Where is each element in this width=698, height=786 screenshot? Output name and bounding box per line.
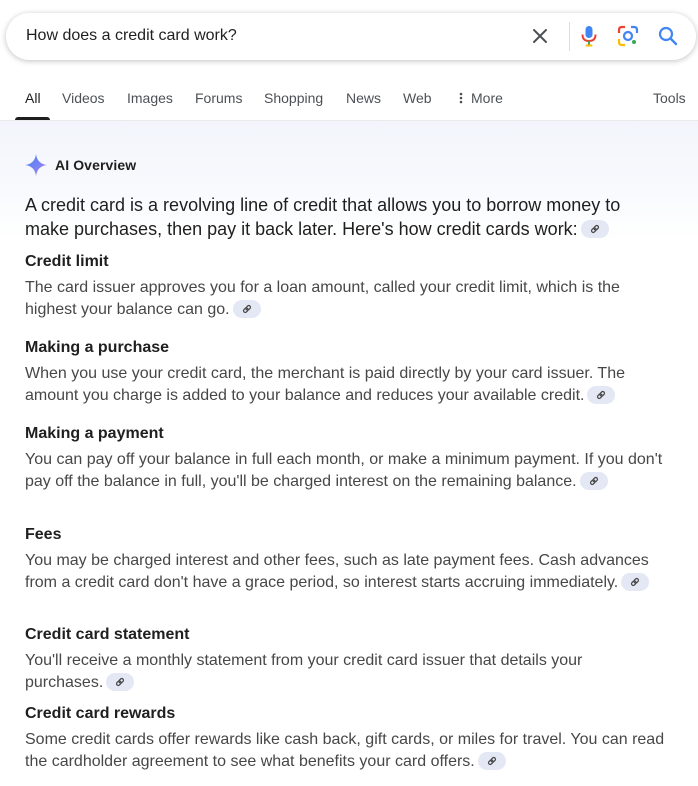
section-body (25, 363, 665, 407)
tab-news[interactable]: News (346, 90, 382, 106)
microphone-icon[interactable] (577, 24, 601, 48)
search-input[interactable]: How does a credit card work? (26, 27, 237, 44)
link-icon (630, 577, 640, 587)
source-link-chip[interactable] (581, 220, 609, 238)
section-title: Making a payment (25, 425, 164, 442)
tab-videos[interactable]: Videos (62, 90, 105, 106)
search-tabs (0, 80, 698, 121)
section-title: Credit limit (25, 253, 109, 270)
ai-overview (0, 121, 698, 786)
link-icon (596, 390, 606, 400)
source-link-chip[interactable] (580, 472, 608, 490)
source-link-chip[interactable] (106, 673, 134, 691)
section-body-text: Some credit cards offer rewards like cash back, gift cards, or miles for travel. You can read the cardholder agreement to see what benefits your card offers. (25, 731, 665, 770)
section-body-text: You can pay off your balance in full each month, or make a minimum payment. If you don't pay off the balance in full, you'll be charged interest on the remaining balance. (25, 451, 663, 490)
link-icon (590, 224, 600, 234)
link-icon (242, 304, 252, 314)
section-body (25, 277, 665, 321)
section-title: Fees (25, 526, 62, 543)
ai-overview-title: AI Overview (55, 157, 137, 173)
section-body-text: You'll receive a monthly statement from your credit card issuer that details your purchases. (25, 652, 583, 691)
link-icon (487, 756, 497, 766)
active-tab-indicator (15, 117, 50, 120)
link-icon (115, 677, 125, 687)
ai-overview-intro (25, 193, 665, 241)
source-link-chip[interactable] (478, 752, 506, 770)
ai-overview-header (25, 154, 136, 176)
section-body-text: The card issuer approves you for a loan amount, called your credit limit, which is the highest your balance can go. (25, 279, 620, 318)
tab-web[interactable]: Web (403, 90, 432, 106)
section-body (25, 729, 665, 773)
close-icon[interactable] (528, 24, 552, 48)
tools-button[interactable]: Tools (653, 90, 686, 106)
vertical-dots-icon (459, 92, 463, 104)
source-link-chip[interactable] (233, 300, 261, 318)
section-title: Credit card rewards (25, 705, 176, 722)
tab-more-label: More (471, 90, 503, 106)
intro-text: A credit card is a revolving line of credit that allows you to borrow money to make purchases, then pay it back later. Here's how credit cards work: (25, 195, 621, 239)
search-bar (6, 13, 696, 60)
sparkle-icon (25, 154, 47, 176)
search-divider (569, 22, 570, 51)
section-body-text: When you use your credit card, the merchant is paid directly by your card issuer. The amount you charge is added to your balance and reduces your available credit. (25, 365, 625, 404)
camera-lens-icon[interactable] (616, 24, 640, 48)
tab-shopping[interactable]: Shopping (264, 90, 324, 106)
source-link-chip[interactable] (587, 386, 615, 404)
section-body (25, 650, 665, 694)
search-icon[interactable] (656, 24, 680, 48)
tab-images[interactable]: Images (127, 90, 173, 106)
section-body (25, 449, 665, 493)
tab-all[interactable]: All (25, 90, 41, 106)
tab-forums[interactable]: Forums (195, 90, 243, 106)
link-icon (589, 476, 599, 486)
source-link-chip[interactable] (621, 573, 649, 591)
section-title: Credit card statement (25, 626, 190, 643)
section-body-text: You may be charged interest and other fees, such as late payment fees. Cash advances from a credit card don't have a grace period, so interest starts accruing immediately. (25, 552, 649, 591)
section-body (25, 550, 665, 594)
section-title: Making a purchase (25, 339, 170, 356)
tab-more[interactable] (459, 90, 503, 106)
